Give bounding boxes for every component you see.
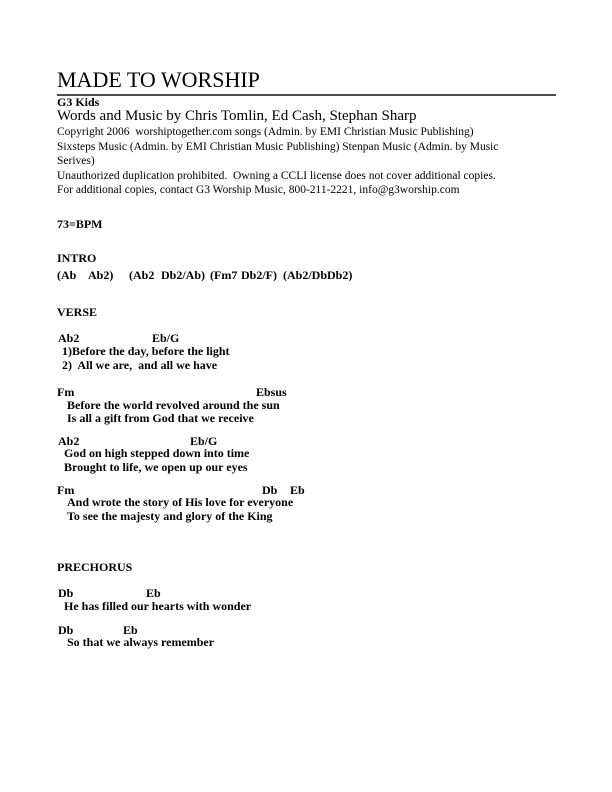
chord: Ebsus (256, 385, 287, 399)
chord: Db (262, 483, 278, 497)
lyric-line: So that we always remember (67, 635, 215, 649)
byline: Words and Music by Chris Tomlin, Ed Cash, Stephan Sharp (57, 108, 417, 124)
chord: (Fm7 (210, 268, 238, 282)
chord: Ab2 (58, 331, 80, 345)
chord: Fm (57, 385, 75, 399)
lyric-line: And wrote the story of His love for everyone (67, 495, 294, 509)
chord: Ab2 (58, 434, 80, 448)
chord: Db2/F) (241, 268, 277, 282)
chord: Eb (146, 586, 161, 600)
chord: (Ab (57, 268, 77, 282)
chord-line (0, 385, 612, 399)
lyric-line: To see the majesty and glory of the King (67, 509, 273, 523)
section-label: VERSE (57, 305, 98, 319)
chord: Db (58, 586, 74, 600)
chord: Eb/G (152, 331, 180, 345)
tempo-label: 73=BPM (57, 217, 103, 231)
lyric-line: Brought to life, we open up our eyes (64, 460, 248, 474)
copyright-line: Copyright 2006 worshiptogether.com songs (Admin. by EMI Christian Music Publishing) (57, 126, 474, 138)
chord: Db (58, 623, 74, 637)
copyright-line: Sixsteps Music (Admin. by EMI Christian Music Publishing) Stenpan Music (Admin. by Music (57, 140, 499, 153)
lyric-line: 1)Before the day, before the light (62, 344, 230, 358)
chord: Eb (290, 483, 305, 497)
lyric-line: 2) All we are, and all we have (62, 358, 218, 372)
lyric-line: God on high stepped down into time (64, 446, 250, 460)
page-title: MADE TO WORSHIP (57, 67, 260, 92)
chord-line (0, 331, 612, 345)
chord: (Ab2 (129, 268, 155, 282)
chord: Db2) (327, 268, 353, 282)
lyric-line: Is all a gift from God that we receive (67, 411, 254, 425)
copyright-line: Serives) (57, 155, 95, 167)
copyright-line: For additional copies, contact G3 Worship Music, 800-211-2221, info@g3worship.com (57, 184, 460, 196)
chord: (Ab2/Db (283, 268, 328, 282)
chord-line (0, 586, 612, 600)
lyric-line: He has filled our hearts with wonder (64, 599, 252, 613)
chord: Db2/Ab) (161, 268, 206, 282)
chord: Fm (57, 483, 75, 497)
section-label: PRECHORUS (57, 560, 133, 574)
chord: Ab2) (88, 268, 114, 282)
section-label: INTRO (57, 251, 97, 265)
chord: Eb (123, 623, 138, 637)
lyric-line: Before the world revolved around the sun (67, 398, 280, 412)
copyright-line: Unauthorized duplication prohibited. Owning a CCLI license does not cover additional copies. (57, 169, 496, 182)
series-label: G3 Kids (57, 95, 100, 109)
chord-line (0, 268, 612, 282)
chord: Eb/G (190, 434, 218, 448)
